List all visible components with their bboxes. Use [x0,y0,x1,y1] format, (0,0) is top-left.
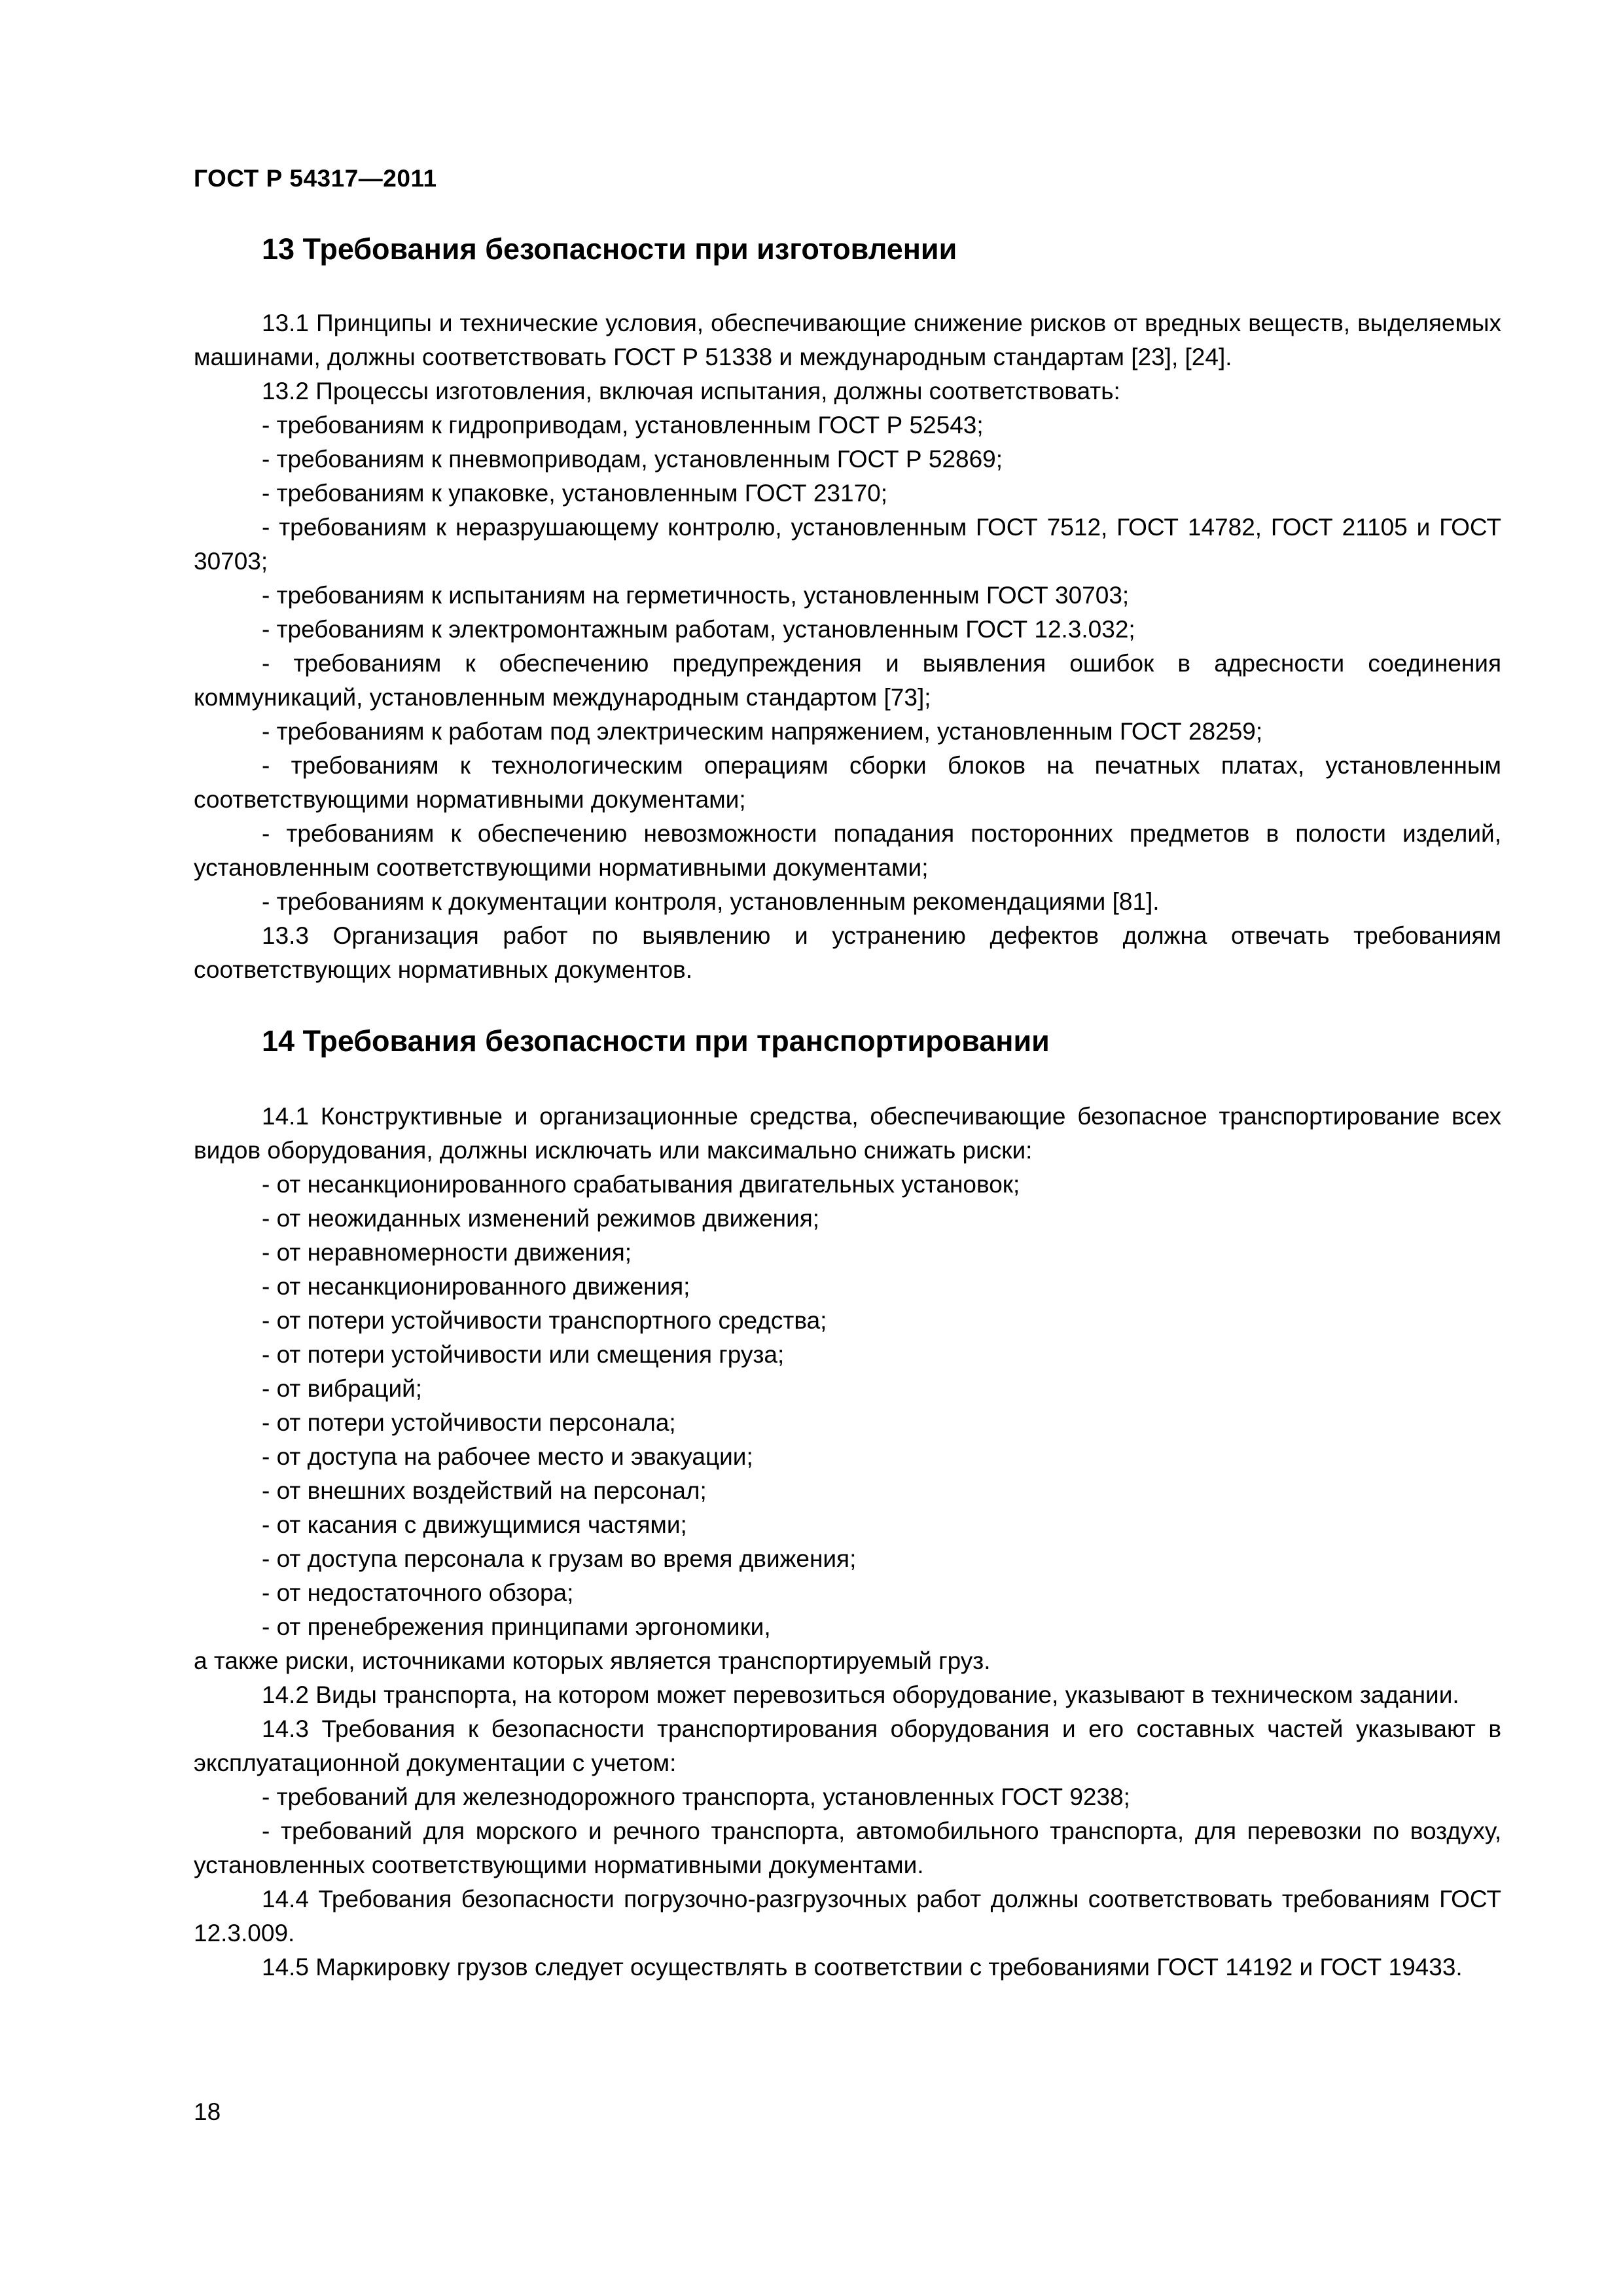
list-item: - от потери устойчивости или смещения груза; [262,1341,785,1368]
list-item: - требованиям к пневмоприводам, установленным ГОСТ Р 52869; [262,446,1003,473]
paragraph: 14.5 Маркировку грузов следует осуществлять в соответствии с требованиями ГОСТ 14192 и ГОСТ 19433. [262,1954,1463,1981]
list-item: - от потери устойчивости транспортного средства; [262,1307,827,1334]
list-item: - требований для железнодорожного транспорта, установленных ГОСТ 9238; [262,1784,1130,1810]
section-13-heading: 13 Требования безопасности при изготовлении [262,232,957,266]
list-item: - требованиям к обеспечению предупреждения и выявления ошибок в адресности соединения коммуникаций, установленным международным стандартом [73]; [194,650,1501,711]
section-14-heading: 14 Требования безопасности при транспортировании [262,1024,1050,1058]
section-13-body [194,306,1501,987]
paragraph: 14.1 Конструктивные и организационные средства, обеспечивающие безопасное транспортирование всех видов оборудования, должны исключать или максимально снижать риски: [194,1103,1501,1164]
list-item: - требованиям к технологическим операциям сборки блоков на печатных платах, установленным соответствующими нормативными документами; [194,752,1501,813]
paragraph: 13.1 Принципы и технические условия, обеспечивающие снижение рисков от вредных веществ, выделяемых машинами, должны соответствовать ГОСТ Р 51338 и международным стандартам [23], [24]. [194,310,1501,370]
paragraph: 14.4 Требования безопасности погрузочно-разгрузочных работ должны соответствовать требованиям ГОСТ 12.3.009. [194,1886,1501,1946]
paragraph: 13.3 Организация работ по выявлению и устранению дефектов должна отвечать требованиям соответствующих нормативных документов. [194,922,1501,983]
list-item: - от внешних воздействий на персонал; [262,1477,707,1504]
list-item: - требованиям к документации контроля, установленным рекомендациями [81]. [262,888,1160,915]
list-item: - требованиям к работам под электрическим напряжением, установленным ГОСТ 28259; [262,718,1263,745]
list-item: - требованиям к испытаниям на герметичность, установленным ГОСТ 30703; [262,582,1130,609]
list-item: - требований для морского и речного транспорта, автомобильного транспорта, для перевозки по воздуху, установленных соответствующими нормативными документами. [194,1818,1501,1878]
list-item: - от вибраций; [262,1375,423,1402]
list-item: - от доступа на рабочее место и эвакуации; [262,1443,753,1470]
list-item: - требованиям к неразрушающему контролю, установленным ГОСТ 7512, ГОСТ 14782, ГОСТ 21105 и ГОСТ 30703; [194,514,1501,575]
paragraph: 14.2 Виды транспорта, на котором может перевозиться оборудование, указывают в техническом задании. [262,1681,1459,1708]
list-item: - требованиям к гидроприводам, установленным ГОСТ Р 52543; [262,412,984,439]
paragraph: а также риски, источниками которых является транспортируемый груз. [194,1647,991,1674]
list-item: - от несанкционированного срабатывания двигательных установок; [262,1171,1020,1198]
page-number: 18 [194,2098,221,2125]
list-item: - требованиям к обеспечению невозможности попадания посторонних предметов в полости изделий, установленным соответствующими нормативными документами; [194,820,1501,881]
list-item: - от недостаточного обзора; [262,1579,574,1606]
list-item: - от доступа персонала к грузам во время движения; [262,1545,857,1572]
list-item: - требованиям к электромонтажным работам, установленным ГОСТ 12.3.032; [262,616,1135,643]
document-id: ГОСТ Р 54317—2011 [194,165,437,192]
section-14-body [194,1100,1501,1984]
list-item: - требованиям к упаковке, установленным ГОСТ 23170; [262,480,888,507]
list-item: - от несанкционированного движения; [262,1273,690,1300]
paragraph: 14.3 Требования к безопасности транспортирования оборудования и его составных частей указывают в эксплуатационной документации с учетом: [194,1715,1501,1776]
list-item: - от касания с движущимися частями; [262,1511,687,1538]
list-item: - от потери устойчивости персонала; [262,1409,676,1436]
list-item: - от неравномерности движения; [262,1239,632,1266]
paragraph: 13.2 Процессы изготовления, включая испытания, должны соответствовать: [262,378,1120,404]
list-item: - от пренебрежения принципами эргономики, [262,1613,771,1640]
list-item: - от неожиданных изменений режимов движения; [262,1205,820,1232]
